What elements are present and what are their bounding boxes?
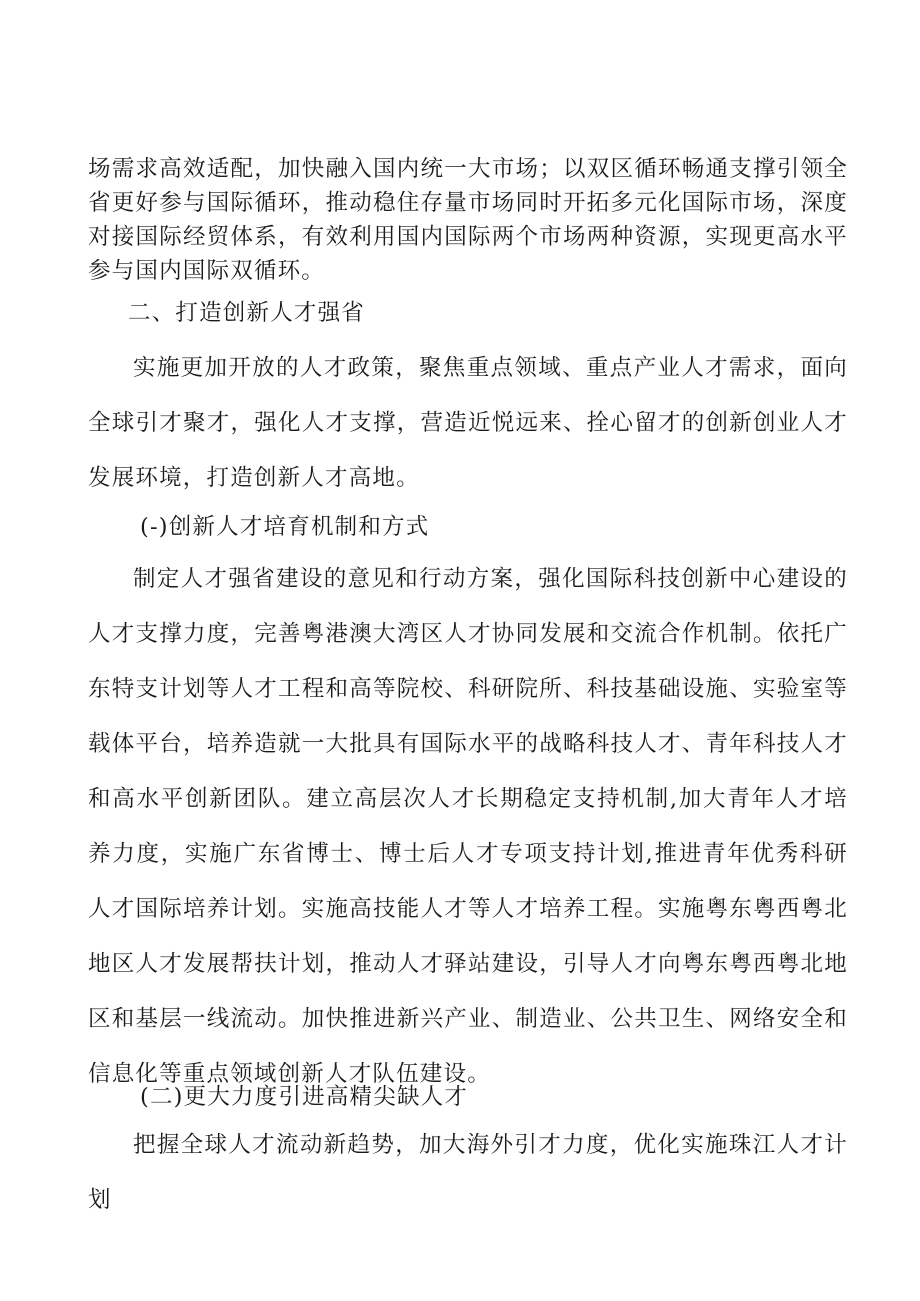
paragraph-talent-policy: 实施更加开放的人才政策，聚焦重点领域、重点产业人才需求，面向全球引才聚才，强化人才支撑，营造近悦远来、拴心留才的创新创业人才发展环境，打造创新人才高地。 — [88, 355, 848, 491]
paragraph-dual-circulation: 场需求高效适配，加快融入国内统一大市场；以双区循环畅通支撑引领全省更好参与国际循环，推动稳住存量市场同时开拓多元化国际市场，深度对接国际经贸体系，有效利用国内国际两个市场两种资源，实现更高水平参与国内国际双循环。 — [88, 156, 848, 284]
paragraph-talent-cultivation: 制定人才强省建设的意见和行动方案，强化国际科技创新中心建设的人才支撑力度，完善粤港澳大湾区人才协同发展和交流合作机制。依托广东特支计划等人才工程和高等院校、科研院所、科技基础设施、实验室等载体平台，培养造就一大批具有国际水平的战略科技人才、青年科技人才和高水平创新团队。建立高层次人才长期稳定支持机制,加大青年人才培养力度，实施广东省博士、博士后人才专项支持计划,推进青年优秀科研人才国际培养计划。实施高技能人才等人才培养工程。实施粤东粤西粤北地区人才发展帮扶计划，推动人才驿站建设，引导人才向粤东粤西粤北地区和基层一线流动。加快推进新兴产业、制造业、公共卫生、网络安全和信息化等重点领域创新人才队伍建设。 — [88, 566, 848, 1087]
subsection-heading-talent-introduction: (二)更大力度引进高精尖缺人才 — [140, 1084, 469, 1110]
paragraph-talent-introduction: 把握全球人才流动新趋势，加大海外引才力度，优化实施珠江人才计划 — [88, 1132, 848, 1213]
section-heading-talent-province: 二、打造创新人才强省 — [128, 300, 366, 326]
subsection-heading-talent-cultivation: (-)创新人才培育机制和方式 — [140, 514, 430, 540]
